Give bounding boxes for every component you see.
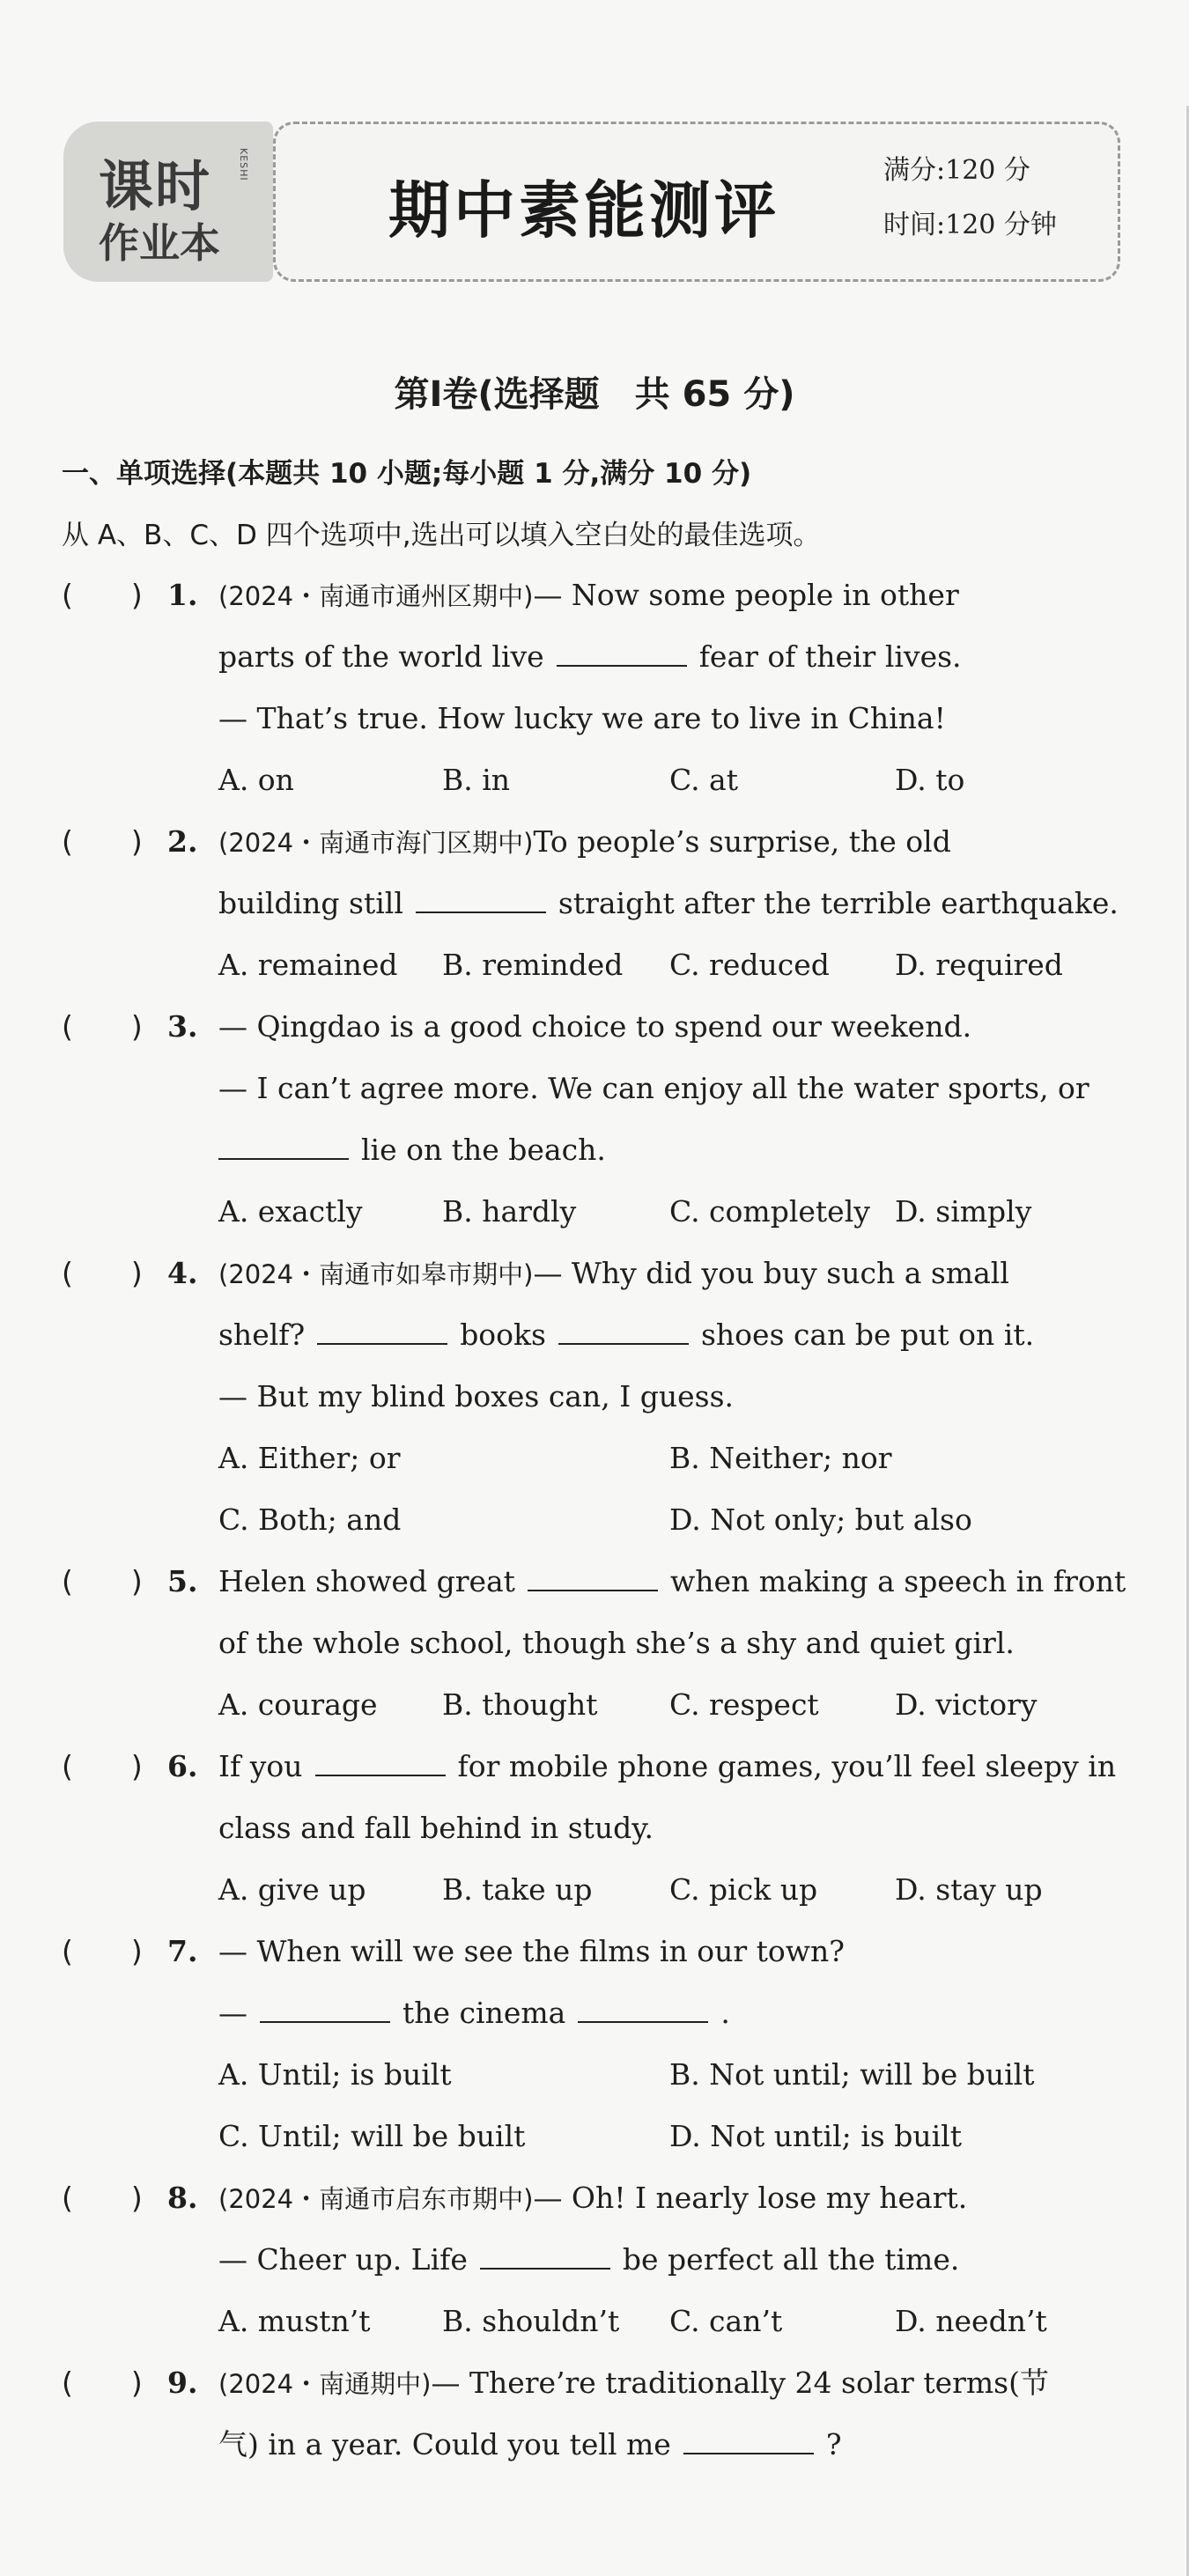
answer-bracket[interactable]: ( ) xyxy=(62,1009,143,1044)
option-c: C. reduced xyxy=(669,948,830,982)
option-c: C. Until; will be built xyxy=(218,2119,526,2153)
question-line xyxy=(218,2364,1049,2403)
question-line xyxy=(218,1747,1116,1786)
option-a: A. courage xyxy=(218,1687,378,1722)
question-line: — Qingdao is a good choice to spend our weekend. xyxy=(218,1009,972,1044)
question-line: — I can’t agree more. We can enjoy all the water sports, or xyxy=(218,1071,1089,1105)
question-text: be perfect all the time. xyxy=(622,2242,960,2277)
question-line xyxy=(218,823,951,862)
question-text: straight after the terrible earthquake. xyxy=(558,886,1119,920)
question-text: when making a speech in front xyxy=(669,1564,1126,1598)
question-text: ? xyxy=(825,2427,842,2462)
option-b: B. in xyxy=(442,763,511,797)
question-text: 气) in a year. Could you tell me xyxy=(218,2427,671,2462)
answer-bracket[interactable]: ( ) xyxy=(62,578,143,612)
option-d: D. to xyxy=(895,763,965,797)
question-text: fear of their lives. xyxy=(698,639,962,674)
logo-text-top: 课时 xyxy=(99,154,212,218)
question-line: — But my blind boxes can, I guess. xyxy=(218,1379,735,1413)
option-b: B. reminded xyxy=(442,948,624,982)
option-d: D. needn’t xyxy=(895,2304,1047,2338)
option-b: B. hardly xyxy=(442,1194,577,1229)
question-text: If you xyxy=(218,1749,303,1783)
question-text: the cinema xyxy=(402,1996,566,2030)
option-d: D. Not until; is built xyxy=(669,2119,962,2153)
answer-blank xyxy=(218,1132,349,1160)
question-line xyxy=(218,2179,967,2218)
section-title: 第Ⅰ卷(选择题 共 65 分) xyxy=(394,374,795,415)
question-line: class and fall behind in study. xyxy=(218,1811,654,1845)
answer-blank xyxy=(683,2426,814,2454)
question-text: shoes can be put on it. xyxy=(700,1318,1035,1352)
part-title: 一、单项选择(本题共 10 小题;每小题 1 分,满分 10 分) xyxy=(62,458,752,490)
question-text: To people’s surprise, the old xyxy=(533,824,951,859)
option-a: A. remained xyxy=(218,948,398,982)
question-text: shelf? xyxy=(218,1318,306,1352)
question-line xyxy=(218,2425,842,2464)
question-text: — Cheer up. Life xyxy=(218,2242,468,2277)
answer-bracket[interactable]: ( ) xyxy=(62,2181,143,2215)
question-number: 8. xyxy=(167,2181,198,2215)
option-d: D. victory xyxy=(895,1687,1038,1722)
question-number: 1. xyxy=(167,578,198,612)
question-text: lie on the beach. xyxy=(361,1133,606,1167)
option-a: A. exactly xyxy=(218,1194,363,1229)
answer-blank xyxy=(416,885,546,913)
question-line xyxy=(218,1994,730,2033)
option-b: B. shouldn’t xyxy=(442,2304,620,2338)
option-d: D. required xyxy=(895,948,1063,982)
answer-bracket[interactable]: ( ) xyxy=(62,2366,143,2400)
option-b: B. take up xyxy=(442,1872,593,1907)
answer-blank xyxy=(528,1563,658,1591)
option-c: C. Both; and xyxy=(218,1502,402,1537)
answer-blank xyxy=(557,638,687,667)
answer-bracket[interactable]: ( ) xyxy=(62,1749,143,1783)
instruction: 从 A、B、C、D 四个选项中,选出可以填入空白处的最佳选项。 xyxy=(62,520,821,551)
question-number: 7. xyxy=(167,1934,198,1968)
question-line xyxy=(218,576,959,616)
question-line xyxy=(218,1254,1009,1294)
answer-blank xyxy=(480,2241,610,2270)
question-line xyxy=(218,884,1119,923)
question-text: . xyxy=(720,1996,730,2030)
option-d: D. stay up xyxy=(895,1872,1043,1907)
option-b: B. thought xyxy=(442,1687,598,1722)
option-c: C. at xyxy=(669,763,738,797)
logo-pinyin: KESHI xyxy=(238,148,249,181)
question-number: 2. xyxy=(167,824,198,859)
question-number: 5. xyxy=(167,1564,198,1598)
question-number: 9. xyxy=(167,2366,198,2400)
exam-meta xyxy=(883,144,1057,253)
answer-blank xyxy=(315,1748,446,1776)
question-line xyxy=(218,2240,959,2279)
question-number: 6. xyxy=(167,1749,198,1783)
question-source: (2024・南通市启东市期中) xyxy=(218,2184,534,2214)
answer-blank xyxy=(317,1317,447,1345)
option-a: A. give up xyxy=(218,1872,366,1907)
option-a: A. Either; or xyxy=(218,1441,401,1475)
brand-logo xyxy=(63,122,273,282)
time-limit: 时间:120 分钟 xyxy=(883,210,1057,240)
option-d: D. Not only; but also xyxy=(669,1502,972,1537)
question-source: (2024・南通市海门区期中) xyxy=(218,828,534,858)
option-c: C. respect xyxy=(669,1687,819,1722)
option-d: D. simply xyxy=(895,1194,1032,1229)
question-line xyxy=(218,1562,1126,1601)
question-source: (2024・南通期中) xyxy=(218,2369,432,2399)
question-line xyxy=(206,1131,606,1170)
question-line xyxy=(218,1316,1034,1354)
answer-blank xyxy=(578,1995,708,2023)
option-a: A. mustn’t xyxy=(218,2304,371,2338)
question-text: parts of the world live xyxy=(218,639,544,674)
title-banner xyxy=(273,122,1120,282)
question-text: books xyxy=(460,1318,546,1352)
question-number: 3. xyxy=(167,1009,198,1044)
question-text: — There’re traditionally 24 solar terms(节 xyxy=(431,2366,1049,2400)
option-c: C. pick up xyxy=(669,1872,818,1907)
question-line xyxy=(218,638,962,676)
option-a: A. on xyxy=(218,763,294,797)
answer-bracket[interactable]: ( ) xyxy=(62,824,143,859)
question-text: — Oh! I nearly lose my heart. xyxy=(533,2181,968,2215)
answer-bracket[interactable]: ( ) xyxy=(62,1934,143,1968)
option-b: B. Not until; will be built xyxy=(669,2057,1035,2092)
question-text: — Why did you buy such a small xyxy=(533,1256,1009,1290)
question-source: (2024・南通市通州区期中) xyxy=(218,581,534,611)
question-text: building still xyxy=(218,886,403,920)
question-text: — xyxy=(218,1996,247,2030)
full-score: 满分:120 分 xyxy=(883,155,1030,186)
question-text: Helen showed great xyxy=(218,1564,515,1598)
question-text: for mobile phone games, you’ll feel sleepy in xyxy=(457,1749,1117,1783)
answer-blank xyxy=(260,1995,390,2023)
logo-text-bottom: 作业本 xyxy=(99,219,220,267)
option-a: A. Until; is built xyxy=(218,2057,452,2092)
option-c: C. completely xyxy=(669,1194,870,1229)
question-line: — That’s true. How lucky we are to live in China! xyxy=(218,701,946,735)
option-b: B. Neither; nor xyxy=(669,1441,892,1475)
answer-bracket[interactable]: ( ) xyxy=(62,1564,143,1598)
answer-bracket[interactable]: ( ) xyxy=(62,1256,143,1290)
question-text: — Now some people in other xyxy=(533,578,959,612)
question-line: of the whole school, though she’s a shy and quiet girl. xyxy=(218,1626,1015,1660)
question-number: 4. xyxy=(167,1256,198,1290)
option-c: C. can’t xyxy=(669,2304,783,2338)
question-source: (2024・南通市如皋市期中) xyxy=(218,1259,534,1289)
exam-title: 期中素能测评 xyxy=(388,174,779,247)
answer-blank xyxy=(558,1317,689,1345)
question-line: — When will we see the films in our town? xyxy=(218,1934,845,1968)
